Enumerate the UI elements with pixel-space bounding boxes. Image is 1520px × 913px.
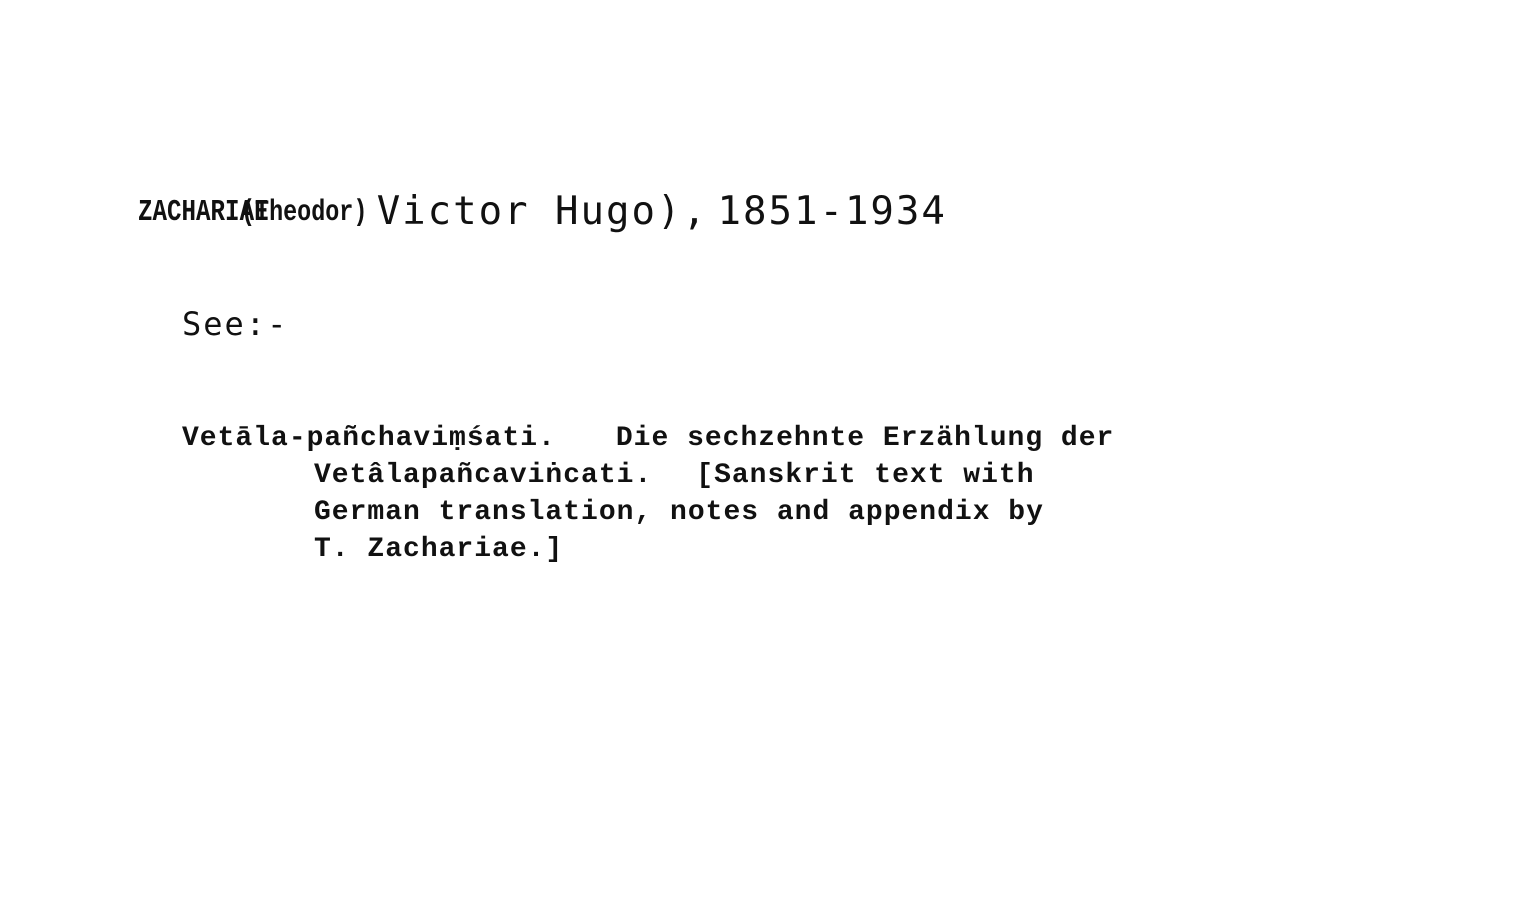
entry-note-part1: [Sanskrit text with [696, 460, 1035, 491]
entry-note-line2: German translation, notes and appendix by [314, 497, 1044, 528]
entry-note-line3: T. Zachariae.] [314, 534, 564, 565]
author-dates: 1851-1934 [717, 189, 947, 234]
entry-subtitle-part2: Vetâlapañcaviṅcati. [314, 460, 653, 491]
author-surname: ZACHARIAE [138, 195, 269, 230]
card-heading [138, 189, 947, 234]
entry-line-2 [182, 457, 1402, 494]
author-added-name: Victor Hugo), [376, 189, 708, 234]
author-forename: (Theodor) [241, 196, 368, 230]
see-reference-label: See:- [182, 305, 289, 343]
entry-subtitle-part1: Die sechzehnte Erzählung der [615, 423, 1115, 454]
cross-reference-entry [182, 420, 1402, 568]
entry-line-1 [182, 420, 1402, 457]
entry-title: Vetāla-pañchaviṃśati. [182, 423, 556, 454]
